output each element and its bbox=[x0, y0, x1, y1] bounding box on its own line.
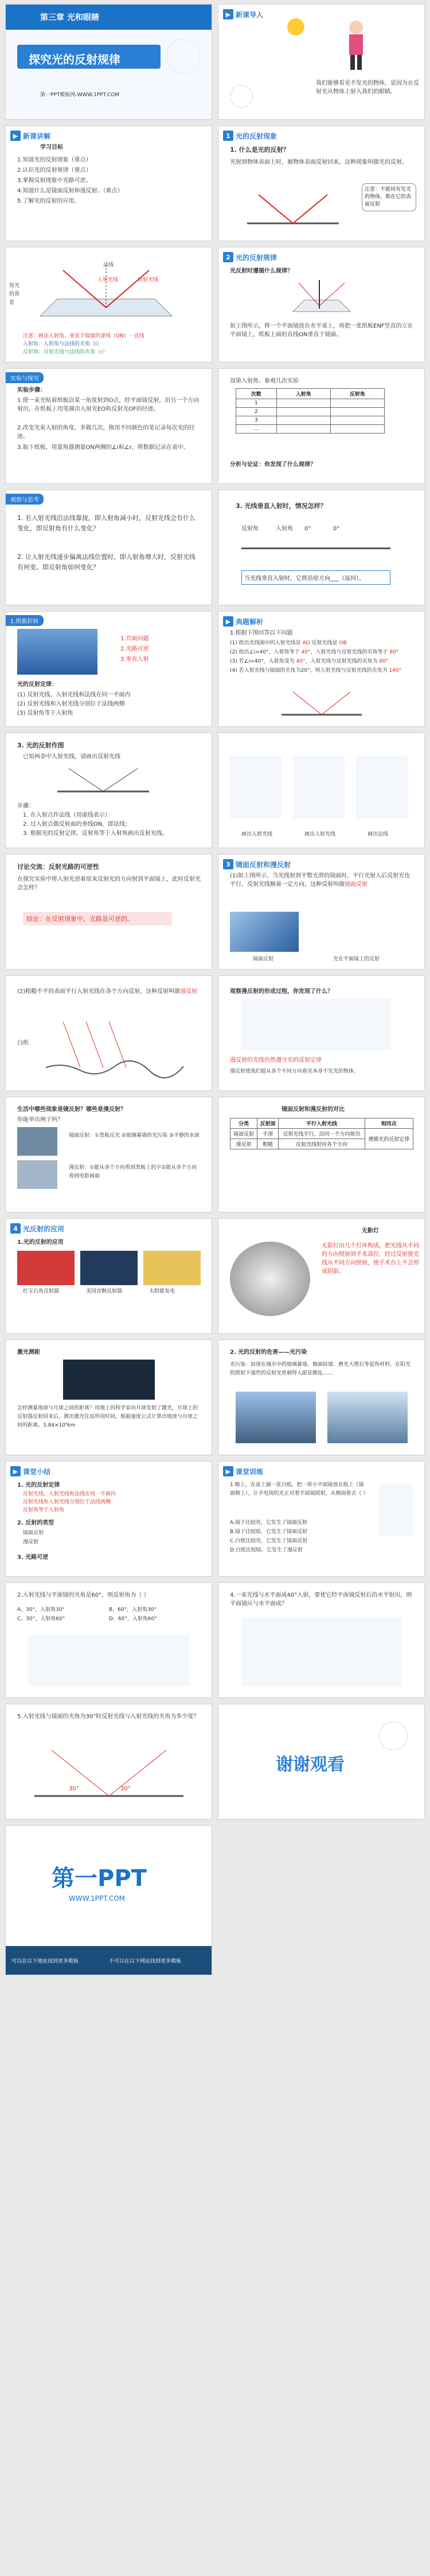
note-bubble: 注意：不能同有发光的物体，都在它的表面反射 bbox=[362, 183, 416, 211]
practice-illustration bbox=[379, 1484, 413, 1536]
photo bbox=[143, 1251, 201, 1285]
problem-title: 1.根据下图回答以下问题 bbox=[230, 630, 293, 636]
question: 生活中哪些现象是镜反射？哪些是漫反射？ bbox=[17, 1106, 126, 1113]
description: 光污染：如现在城市中的玻璃幕墙、釉面砖墙、磨光大理石等装饰材料，在阳光的照射下强烈的反射光常刺得人眼花缭乱…… bbox=[230, 1362, 411, 1376]
dandelion-icon bbox=[230, 85, 253, 108]
question: 光反射时遵循什么规律？ bbox=[230, 268, 293, 274]
table-intro: 设第入射角、参观几次实验 bbox=[230, 378, 299, 384]
caption: 太阳能发电 bbox=[149, 1289, 175, 1294]
rules-title: 光的反射定律： bbox=[17, 682, 57, 688]
building-photo bbox=[236, 1392, 316, 1443]
note: 注意：画法入射角、垂直于镜面的虚线（ON）一直线 bbox=[23, 333, 144, 339]
question: 3. 光线垂直入射时，情况怎样？ bbox=[236, 502, 327, 510]
table-cell: 粗糙 bbox=[257, 1139, 279, 1149]
slide-practice-4 bbox=[218, 1583, 424, 1697]
section-badge: ▶ 课堂小结 bbox=[10, 1466, 50, 1476]
goal-item: 4.知道什么是镜面反射和漫反射。（难点） bbox=[17, 188, 123, 194]
slide-goals bbox=[6, 126, 212, 241]
data-table bbox=[236, 388, 385, 434]
table-cell: 1 bbox=[236, 399, 277, 408]
mirror-diagram bbox=[276, 686, 368, 720]
mirror-photo bbox=[230, 912, 299, 952]
example-diagram bbox=[230, 756, 282, 819]
slide-experiment-steps bbox=[6, 369, 212, 483]
step: 2.改变光束入射的角度，多做几次，换用不同颜色的笔记录每次光的径迹。 bbox=[17, 425, 195, 440]
brand-left: 可以在以下地址找到更多模板 bbox=[11, 1959, 79, 1964]
section-badge: ▶ 典题解析 bbox=[223, 616, 263, 627]
section-badge: ▶ 新课导入 bbox=[223, 9, 263, 19]
rule: (2) 反射光线和入射光线分别位于法线两侧 bbox=[17, 701, 125, 707]
chapter-label: 第三章 光和眼睛 bbox=[40, 13, 99, 22]
table-cell: 镜面反射 bbox=[230, 1129, 257, 1139]
note: 入射角：入射角与法线的夹角（i） bbox=[23, 341, 102, 347]
title: 镜面反射和漫反射的对比 bbox=[282, 1106, 345, 1113]
table-cell: … bbox=[236, 425, 277, 434]
option[interactable]: C.白纸比较亮，它发生了镜面反射 bbox=[230, 1538, 308, 1544]
label: 白纸 bbox=[17, 1040, 29, 1046]
step: 3. 根据光的反射定律，反射角等于入射角画出反射光线。 bbox=[23, 830, 168, 837]
hint: 你能举出例子吗？ bbox=[17, 1117, 63, 1123]
section-badge: ▶ 课堂训练 bbox=[223, 1466, 263, 1476]
question: 4.一束光线与水平面成40°入射，要使它经平面镜反射后沿水平射出，则平面镜应与水平面成？ bbox=[230, 1592, 412, 1607]
slide-specular bbox=[218, 854, 424, 969]
lab-diagram bbox=[287, 277, 356, 317]
problem-line: (1) 指出光线图中的入射光线是 AO 反射光线是 OB bbox=[230, 640, 347, 646]
option[interactable]: B.镜子比较暗，它发生了镜面反射 bbox=[230, 1529, 308, 1535]
hint: 已知两条中入射光线，请画出反射光线 bbox=[23, 754, 120, 760]
side-note: 按光的背景 bbox=[9, 283, 20, 306]
goal-item: 1.知道光的反射现象（重点） bbox=[17, 157, 92, 163]
slide-comparison bbox=[218, 1097, 424, 1212]
col-header: 反射角 bbox=[330, 389, 384, 399]
problem-line: (2) 指出∠i=40°，入射角等于 40°，入射光线与反射光线的夹角等于 80° bbox=[230, 649, 399, 655]
slide-reflection-law-q bbox=[218, 247, 424, 362]
cover-footer: 第一PPT模板网-WWW.1PPT.COM bbox=[40, 92, 120, 98]
dandelion-icon bbox=[379, 1722, 408, 1750]
section-badge: 2 光的反射规律 bbox=[223, 252, 277, 262]
label: 0° bbox=[333, 526, 340, 532]
note: 反射角：反射光线与法线的夹角（r） bbox=[23, 349, 108, 355]
tag: 实验与探究 bbox=[6, 372, 44, 383]
photo bbox=[17, 1251, 75, 1285]
slide-examples-life bbox=[6, 1097, 212, 1212]
option[interactable]: B、60°，入射角30° bbox=[109, 1607, 157, 1613]
col-header: 反射面 bbox=[257, 1118, 279, 1129]
table-cell: 平滑 bbox=[257, 1129, 279, 1139]
table-cell: 2 bbox=[236, 408, 277, 416]
laser-photo bbox=[63, 1360, 155, 1400]
diffuse-diagram bbox=[40, 1016, 189, 1079]
item: 反射角等于入射角 bbox=[23, 1507, 65, 1513]
brand-logo: 第一PPT bbox=[52, 1865, 147, 1892]
question: 5.入射光线与镜面的夹角为30°时反射光线与入射光线的夹角为多少度？ bbox=[17, 1714, 200, 1720]
col-header: 平行入射光线 bbox=[279, 1118, 365, 1129]
slide-laser bbox=[6, 1340, 212, 1455]
label-incident: 入射光线 bbox=[97, 277, 119, 283]
caption: 镜面反射 bbox=[253, 956, 274, 962]
label: 1.共面问题 bbox=[120, 636, 149, 642]
practice-diagram bbox=[29, 1739, 189, 1807]
explanation: 如上图所示，将一个平面镜放在水平桌上，再把一张纸板ENF竖直的立在平面镜上，纸板上面的直线ON垂直于镜面。 bbox=[230, 323, 413, 338]
heading: 3. 光的反射作图 bbox=[17, 742, 64, 749]
slide-what-is-reflection bbox=[218, 126, 424, 241]
step: 1. 在入射点作法线（用虚线表示） bbox=[23, 812, 111, 818]
slide-brand bbox=[6, 1826, 212, 1975]
table-cell: 3 bbox=[236, 416, 277, 425]
question: 观察漫反射的形成过程，你发现了什么？ bbox=[230, 988, 333, 995]
item: 反射光线和入射光线分别位于法线两侧 bbox=[23, 1499, 111, 1505]
girl-illustration bbox=[333, 16, 379, 73]
caption: 1.光的反射的应用 bbox=[17, 1239, 64, 1246]
item: 镜面反射 bbox=[23, 1530, 44, 1536]
item: 漫反射 bbox=[23, 1539, 39, 1545]
section-badge: 3 镜面反射和漫反射 bbox=[223, 859, 291, 869]
description: 怎样测量地球与月球之间的距离？用地上的科学家向月球发射了激光，月球上的反射器反射回来后，测出激光往返所用时间，根据速度公式计算出地球与月球之间的距离。3.84×10⁵km bbox=[17, 1405, 198, 1428]
section-badge: ▶ 新课讲解 bbox=[10, 131, 50, 141]
slide-perpendicular bbox=[218, 490, 424, 605]
label: 反射角 bbox=[241, 526, 259, 532]
step: 1.使一束光贴着纸板沿某一角度射到O点，经平面镜反射，沿另一个方向射出，在纸板上用笔描出入射光EO和反射光OF的径迹。 bbox=[17, 397, 200, 412]
rule: (1) 反射光线、入射光线和法线在同一平面内 bbox=[17, 692, 131, 698]
slide-law-summary bbox=[6, 612, 212, 726]
sun-icon bbox=[287, 18, 304, 36]
slide-practice-1 bbox=[218, 1462, 424, 1576]
definition: 光射到物体表面上时，被物体表面反射回来，这种现象叫做光的反射。 bbox=[230, 159, 408, 166]
option[interactable]: D、60°，入射角60° bbox=[109, 1616, 157, 1622]
label: 入射角 bbox=[276, 526, 293, 532]
table-cell: 遵循光的反射定律 bbox=[365, 1129, 413, 1149]
section-badge: 1 光的反射现象 bbox=[223, 131, 277, 141]
example-diagram bbox=[356, 756, 408, 819]
item: 漫反射：①能从各个方向看到黑板上的字②能从各个方向看到电影画面 bbox=[69, 1165, 197, 1179]
table-cell: 反射光线平行，沿同一个方向射出 bbox=[279, 1129, 365, 1139]
slide-practice-5 bbox=[6, 1704, 212, 1819]
slide-light-pollution bbox=[218, 1340, 424, 1455]
tag: 1.纸板折转 bbox=[6, 615, 44, 626]
text: (2)粗糙不平的表面平行入射光线在各个方向反射，这种反射叫做漫反射 bbox=[17, 988, 198, 995]
caption: 光在平面镜上的反射 bbox=[333, 956, 380, 962]
col-header: 分类 bbox=[230, 1118, 257, 1129]
answer-box: 当光线垂直入射时，它将沿原方向___（返回）。 bbox=[241, 570, 390, 585]
cover-title: 探究光的反射规律 bbox=[29, 53, 120, 66]
intro-text: 我们能够看见不发光的物体，是因为在反射光从物体上射入我们的眼睛。 bbox=[316, 80, 419, 95]
caption: 画出法线 bbox=[368, 832, 389, 837]
drawing-diagram bbox=[52, 763, 155, 797]
table-cell: 反射光线射向各个方向 bbox=[279, 1139, 365, 1149]
answer: 漫反射的光线仍然遵守光的反射定律 bbox=[230, 1057, 322, 1064]
comparison-table bbox=[230, 1118, 413, 1149]
goal-item: 2.认识光的反射规律（重点） bbox=[17, 167, 92, 174]
text: 在探究实验中将入射光逆着原来反射光的方向射到平面镜上，此时反射光会怎样？ bbox=[17, 876, 201, 891]
label-reflected: 反射光线 bbox=[138, 277, 159, 283]
conclusion-box: 结论：在反射现象中，光路是可逆的。 bbox=[23, 912, 172, 925]
photo bbox=[17, 1127, 57, 1156]
dandelion-icon bbox=[166, 39, 200, 73]
item: 3. 光路可逆 bbox=[17, 1554, 49, 1561]
example-diagram bbox=[293, 756, 345, 819]
building-photo bbox=[327, 1392, 408, 1443]
option[interactable]: A.镜子比较亮，它发生了镜面反射 bbox=[230, 1520, 307, 1526]
caption: 红宝石角反射器 bbox=[23, 1289, 60, 1294]
label: 2.光路可逆 bbox=[120, 646, 149, 652]
mirror-diagram bbox=[241, 189, 345, 229]
step: 3.取下纸板，用量角器测量ON两侧的∠i和∠r，将数据记录在表中。 bbox=[17, 444, 189, 451]
section-badge: 4 光反射的应用 bbox=[10, 1223, 64, 1234]
practice-diagram bbox=[241, 1617, 402, 1686]
title: 激光测距 bbox=[17, 1349, 40, 1356]
slide-cover bbox=[6, 5, 212, 119]
goal-item: 3.掌握反射现象中光路可逆。 bbox=[17, 178, 92, 184]
slide-thanks bbox=[218, 1704, 424, 1819]
mirror-line bbox=[241, 548, 390, 549]
description: 无影灯由几个灯环构成，把光线从不同的方向照射到手术部位，经过反射使光线从不同方向照射，使手术台上不会形成阴影。 bbox=[322, 1243, 419, 1275]
photo bbox=[17, 1160, 57, 1189]
angle-label: 30° bbox=[69, 1786, 79, 1792]
question: 1. 若入射光线沿法线靠拢，即入射角减小时，反射光线会有什么变化，即反射角有什么变化？ bbox=[17, 514, 196, 532]
item: 镜面反射：①黑板反光 ②玻璃幕墙的光污染 ③平静的水面 bbox=[69, 1133, 200, 1139]
goals-heading: 学习目标 bbox=[40, 144, 63, 151]
slide-data-table bbox=[218, 369, 424, 483]
question: 2. 让入射光线逐步偏离法线位置时，即入射角增大时，反射光线有何变。即反射角如何变化？ bbox=[17, 553, 196, 571]
question: 1. 什么是光的反射？ bbox=[230, 146, 290, 153]
cover-header bbox=[6, 5, 212, 30]
text: (1)如上图所示，当光线射到平整光滑的镜面时，平行光射入后反射光也平行，反射光线顺着一定方向，这种反射叫做镜面反射 bbox=[230, 873, 411, 888]
caption: 画出入射光线 bbox=[304, 832, 336, 837]
problem-line: (4) 若入射光线与镜面的夹角为20°，则入射光线与反射光线的夹角为 140° bbox=[230, 668, 402, 673]
steps-title: 步骤： bbox=[17, 803, 34, 809]
caption: 美国首颗反射器 bbox=[86, 1289, 123, 1294]
thanks-text: 谢谢观看 bbox=[276, 1755, 345, 1775]
slide-example bbox=[218, 612, 424, 726]
practice-diagram bbox=[29, 1634, 189, 1686]
diffuse-diagram bbox=[241, 999, 390, 1050]
title: 2. 光的反射的危害——光污染 bbox=[230, 1349, 307, 1356]
col-header: 相同点 bbox=[365, 1118, 413, 1129]
slide-shadowless-lamp bbox=[218, 1219, 424, 1333]
steps-heading: 实验步骤： bbox=[17, 387, 46, 393]
heading: 讨论交流：反射光路的可逆性 bbox=[17, 863, 99, 871]
slide-diffuse-observe bbox=[218, 976, 424, 1090]
rule: (3) 反射角等于入射角 bbox=[17, 710, 73, 716]
brand-url: WWW.1PPT.COM bbox=[69, 1894, 126, 1903]
label: 0° bbox=[304, 526, 311, 532]
question: 2.入射光线与平面镜的夹角是60°，则反射角为（ ） bbox=[17, 1592, 150, 1598]
photo bbox=[80, 1251, 138, 1285]
slide-practice-2 bbox=[6, 1583, 212, 1697]
slide-diffuse bbox=[6, 976, 212, 1090]
option[interactable]: D.白纸比较暗，它发生了漫反射 bbox=[230, 1547, 303, 1553]
slide-reversibility bbox=[6, 854, 212, 969]
step: 2. 过入射点做反射面的垂线ON，即法线； bbox=[23, 821, 131, 828]
lab-photo bbox=[17, 629, 97, 675]
label: 3.垂直入射 bbox=[120, 656, 149, 663]
tag: 观察与思考 bbox=[6, 494, 44, 505]
item: 反射光线、入射光线和法线在同一平面内 bbox=[23, 1491, 116, 1497]
col-header: 入射角 bbox=[276, 389, 330, 399]
goal-item: 5.了解光的反射的应用。 bbox=[17, 198, 80, 204]
slide-drawing bbox=[6, 733, 212, 848]
question: 1.晚上，在桌上铺一张白纸，把一块小平面镜放在纸上（镜面朝上），让手电筒的光正对着平面镜照射，从侧面看去（ ） bbox=[230, 1482, 369, 1496]
label-normal: 法线 bbox=[103, 262, 114, 268]
caption: 画出入射光线 bbox=[241, 832, 273, 837]
slide-drawing-examples bbox=[218, 733, 424, 848]
item: 1. 光的反射定律 bbox=[17, 1482, 60, 1488]
lamp-photo bbox=[230, 1242, 310, 1316]
item: 2. 反射的类型 bbox=[17, 1520, 54, 1526]
slide-summary bbox=[6, 1462, 212, 1576]
brand-right: 不可以在以下网站找到更多模板 bbox=[109, 1959, 182, 1964]
slide-applications bbox=[6, 1219, 212, 1333]
option[interactable]: A、30°，入射角30° bbox=[17, 1607, 65, 1613]
angle-label: 30° bbox=[120, 1786, 131, 1792]
table-cell: 漫反射 bbox=[230, 1139, 257, 1149]
note: 漫反射使我们能从各个不同方向看见本身不发光的物体。 bbox=[230, 1069, 359, 1074]
slide-intro bbox=[218, 5, 424, 119]
analysis: 分析与论证：你发现了什么规律？ bbox=[230, 462, 316, 468]
slide-reflection-diagram bbox=[6, 247, 212, 362]
problem-line: (3) 若∠i=40°，入射角变为 40°，入射光线与反射光线的夹角为 80° bbox=[230, 659, 389, 664]
title: 无影灯 bbox=[362, 1228, 379, 1234]
option[interactable]: C、30°，入射角60° bbox=[17, 1616, 65, 1622]
col-header: 次数 bbox=[236, 389, 277, 399]
slide-observe bbox=[6, 490, 212, 605]
